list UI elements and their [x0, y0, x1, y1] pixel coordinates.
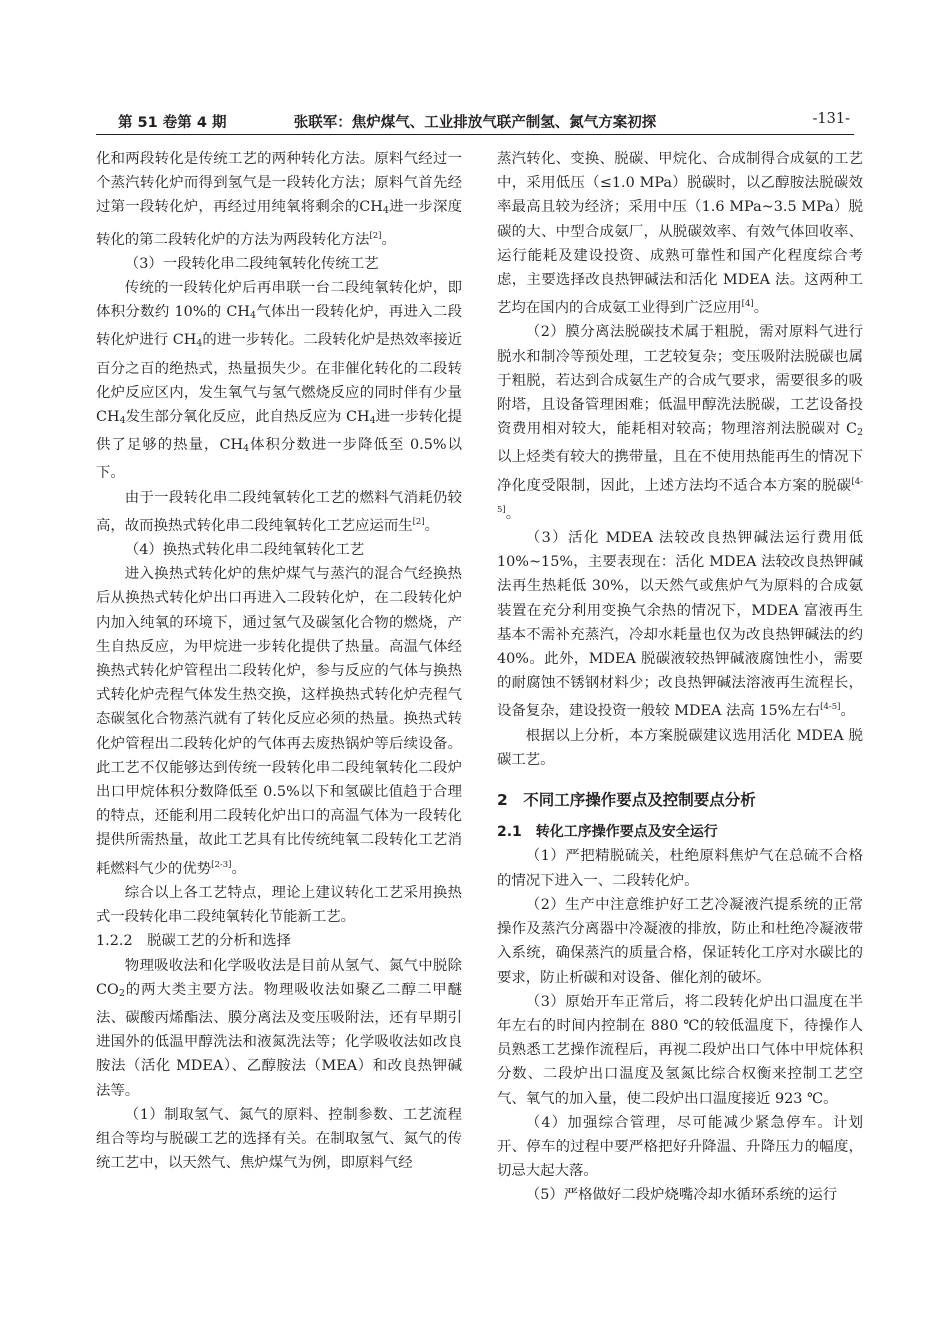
paragraph: （4）加强综合管理，尽可能减少紧急停车。计划开、停车的过程中要严格把好升降温、升降压力的幅度，切忌大起大落。	[497, 1114, 863, 1180]
citation[interactable]: [4-5]	[820, 702, 841, 713]
right-column	[497, 147, 863, 1208]
running-title: 张联军：焦炉煤气、工业排放气联产制氢、氮气方案初探	[293, 115, 657, 131]
paragraph: （3）原始开车正常后，将二段转化炉出口温度在半年左右的时间内控制在 880 ℃的较低温度下，待操作人员熟悉工艺操作流程后，再视二段炉出口气体中甲烷体积分数、二段炉出口温度及氢氮比综合权衡来控制工艺空气、氧气的加入量，使二段炉出口温度接近 923 ℃。	[497, 993, 863, 1107]
page-number: -131-	[812, 111, 850, 127]
paragraph: 进入换热式转化炉的焦炉煤气与蒸汽的混合气经换热后从换热式转化炉出口再进入二段转化炉，在二段转化炉内加入纯氧的环境下，通过氢气及碳氢化合物的燃烧，产生自热反应，为甲烷进一步转化提供了热量。高温气体经换热式转化炉管程出二段转化炉，参与反应的气体与换热式转化炉壳程气体发生热交换，这样换热式转化炉壳程气态碳氢化合物蒸汽就有了转化反应必须的热量。换热式转化炉管程出二段转化炉的气体再去废热锅炉等后续设备。此工艺不仅能够达到传统一段转化串二段纯氧转化二段炉出口甲烷体积分数降低至 0.5%以下和氢碳比值趋于合理的特点，还能利用二段转化炉出口的高温气体为一段转化提供所需热量，故此工艺具有比传统纯氧二段转化工艺消耗燃料气少的优势[2-3]。	[96, 566, 462, 877]
left-column	[96, 147, 462, 1175]
paragraph: （1）制取氢气、氮气的原料、控制参数、工艺流程组合等均与脱碳工艺的选择有关。在制取氢气、氮气的传统工艺中，以天然气、焦炉煤气为例，即原料气经	[96, 1106, 462, 1172]
paragraph: （5）严格做好二段炉烧嘴冷却水循环系统的运行	[525, 1187, 838, 1204]
citation[interactable]: [2]	[369, 230, 382, 241]
header-rule	[96, 134, 854, 135]
paragraph: 由于一段转化串二段纯氧转化工艺的燃料气消耗仍较高，故而换热式转化串二段纯氧转化工艺应运而生[2]。	[96, 489, 462, 534]
paragraph: 化和两段转化是传统工艺的两种转化方法。原料气经过一个蒸汽转化炉而得到氢气是一段转化方法；原料气首先经过第一段转化炉，再经过用纯氧将剩余的$CH_4$进一步深度转化的第二段转化炉的方法为两段转化方法[2]。	[96, 151, 462, 248]
citation[interactable]: [2-3]	[211, 859, 232, 870]
journal-volume-issue: 第 51 卷第 4 期	[118, 115, 227, 131]
paragraph: 根据以上分析，本方案脱碳建议选用活化 MDEA 脱碳工艺。	[497, 727, 863, 768]
subheading: （3）一段转化串二段纯氧转化传统工艺	[124, 255, 379, 272]
citation[interactable]: [4-5]	[497, 476, 863, 515]
section-heading-2: 2 不同工序操作要点及控制要点分析	[497, 791, 756, 810]
subheading: （4）换热式转化串二段纯氧转化工艺	[124, 542, 365, 559]
citation[interactable]: [4]	[741, 299, 754, 310]
running-header	[96, 107, 854, 133]
paragraph: 传统的一段转化炉后再串联一台二段纯氧转化炉，即体积分数约 10%的 $CH_4$气体出一段转化炉，再进入二段转化炉进行 $CH_4$的进一步转化。二段转化炉是热效率接近百分之百的绝热式，热量损失少。在非催化转化的二段转化炉反应区内，发生氧气与氢气燃烧反应的同时伴有少量 $CH_4$发生部分氧化反应，此自热反应为 $CH_4$进一步转化提供了足够的热量，$CH_4$体积分数进一步降低至 0.5%以下。	[96, 280, 463, 482]
paragraph: （3）活化 MDEA 法较改良热钾碱法运行费用低 10%~15%，主要表现在：活化 MDEA 法较改良热钾碱法再生热耗低 30%，以天然气或焦炉气为原料的合成氨装置在充分利用变换气余热的情况下，MDEA 富液再生基本不需补充蒸汽，冷却水耗量也仅为改良热钾碱法的约 40%。此外，MDEA 脱碳液较热钾碱液腐蚀性小，需要的耐腐蚀不锈钢材料少；改良热钾碱法溶液再生流程长，设备复杂，建设投资一般较 MDEA 法高 15%左右[4-5]。	[497, 530, 863, 720]
paragraph: 综合以上各工艺特点，理论上建议转化工艺采用换热式一段转化串二段纯氧转化节能新工艺。	[96, 884, 462, 926]
paragraph: （2）膜分离法脱碳技术属于粗脱，需对原料气进行脱水和制冷等预处理，工艺较复杂；变压吸附法脱碳也属于粗脱，若达到合成氨生产的合成气要求，需要很多的吸附塔，且设备管理困难；低温甲醇洗法脱碳，工艺设备投资费用相对较大，能耗相对较高；物理溶剂法脱碳对 $C_2$以上烃类有较大的携带量，且在不使用热能再生的情况下净化度受限制，因此，上述方法均不适合本方案的脱碳[4-5]。	[497, 324, 863, 522]
section-heading-1-2-2: 1.2.2 脱碳工艺的分析和选择	[96, 933, 291, 950]
paragraph: 蒸汽转化、变换、脱碳、甲烷化、合成制得合成氨的工艺中，采用低压（≤1.0 MPa）脱碳时，以乙醇胺法脱碳效率最高且较为经济；采用中压（1.6 MPa~3.5 MPa）脱碳的大、中型合成氨厂，从脱碳效率、有效气体回收率、运行能耗及建设投资、成熟可靠性和国产化程度综合考虑，主要选择改良热钾碱法和活化 MDEA 法。这两种工艺均在国内的合成氨工业得到广泛应用[4]。	[497, 151, 863, 317]
section-heading-2-1: 2.1 转化工序操作要点及安全运行	[497, 824, 718, 841]
paragraph: （1）严把精脱硫关，杜绝原料焦炉气在总硫不合格的情况下进入一、二段转化炉。	[497, 848, 863, 889]
paragraph: （2）生产中注意维护好工艺冷凝液汽提系统的正常操作及蒸汽分离器中冷凝液的排放，防止和杜绝冷凝液带入系统，确保蒸汽的质量合格，保证转化工序对水碳比的要求，防止析碳和对设备、催化剂的破坏。	[497, 896, 863, 986]
paragraph: 物理吸收法和化学吸收法是目前从氢气、氮气中脱除 $CO_2$的两大类主要方法。物理吸收法如聚乙二醇二甲醚法、碳酸丙烯酯法、膜分离法及变压吸附法，还有早期引进国外的低温甲醇洗法和液氮洗法等；化学吸收法如改良胺法（活化 MDEA）、乙醇胺法（MEA）和改良热钾碱法等。	[96, 957, 462, 1099]
citation[interactable]: [2]	[412, 516, 425, 527]
